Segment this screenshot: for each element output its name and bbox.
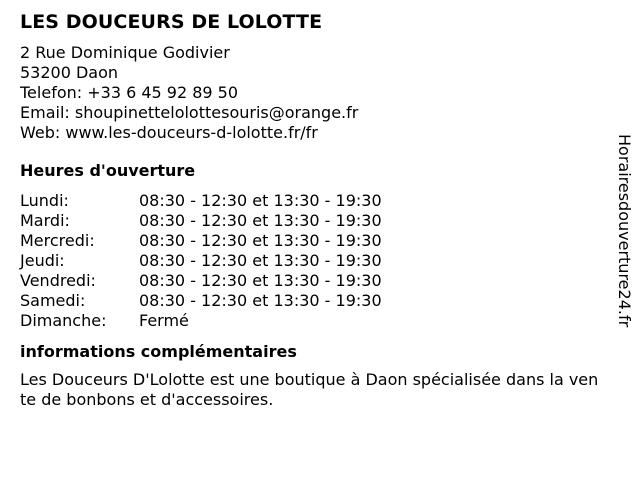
hours-row-thursday [20,251,600,271]
business-card [20,10,600,410]
opening-hours-table [20,191,600,331]
time-range: 08:30 - 12:30 et 13:30 - 19:30 [139,231,382,250]
day-label: Samedi: [20,291,86,310]
day-label: Lundi: [20,191,69,210]
time-range: 08:30 - 12:30 et 13:30 - 19:30 [139,291,382,310]
day-label: Jeudi: [20,251,65,270]
phone-line: Telefon: +33 6 45 92 89 50 [20,83,239,102]
day-label: Mercredi: [20,231,95,250]
city-line: 53200 Daon [20,63,119,82]
day-label: Vendredi: [20,271,96,290]
hours-row-sunday [20,311,600,331]
day-label: Dimanche: [20,311,107,330]
additional-info-heading: informations complémentaires [20,342,297,361]
time-range: 08:30 - 12:30 et 13:30 - 19:30 [139,191,382,210]
email-line: Email: shoupinettelolottesouris@orange.fr [20,103,359,122]
hours-row-wednesday [20,231,600,251]
time-range: 08:30 - 12:30 et 13:30 - 19:30 [139,271,382,290]
site-watermark: Horairesdouverture24.fr [615,134,634,328]
time-range: Fermé [139,311,189,330]
hours-row-saturday [20,291,600,311]
street-address: 2 Rue Dominique Godivier [20,43,230,62]
time-range: 08:30 - 12:30 et 13:30 - 19:30 [139,251,382,270]
hours-row-tuesday [20,211,600,231]
hours-row-friday [20,271,600,291]
business-description: Les Douceurs D'Lolotte est une boutique à Daon spécialisée dans la vente de bonbons et d'accessoires. [20,370,599,409]
website-line: Web: www.les-douceurs-d-lolotte.fr/fr [20,123,318,142]
time-range: 08:30 - 12:30 et 13:30 - 19:30 [139,211,382,230]
day-label: Mardi: [20,211,70,230]
business-name: LES DOUCEURS DE LOLOTTE [20,11,323,33]
opening-hours-heading: Heures d'ouverture [20,161,196,180]
hours-row-monday [20,191,600,211]
